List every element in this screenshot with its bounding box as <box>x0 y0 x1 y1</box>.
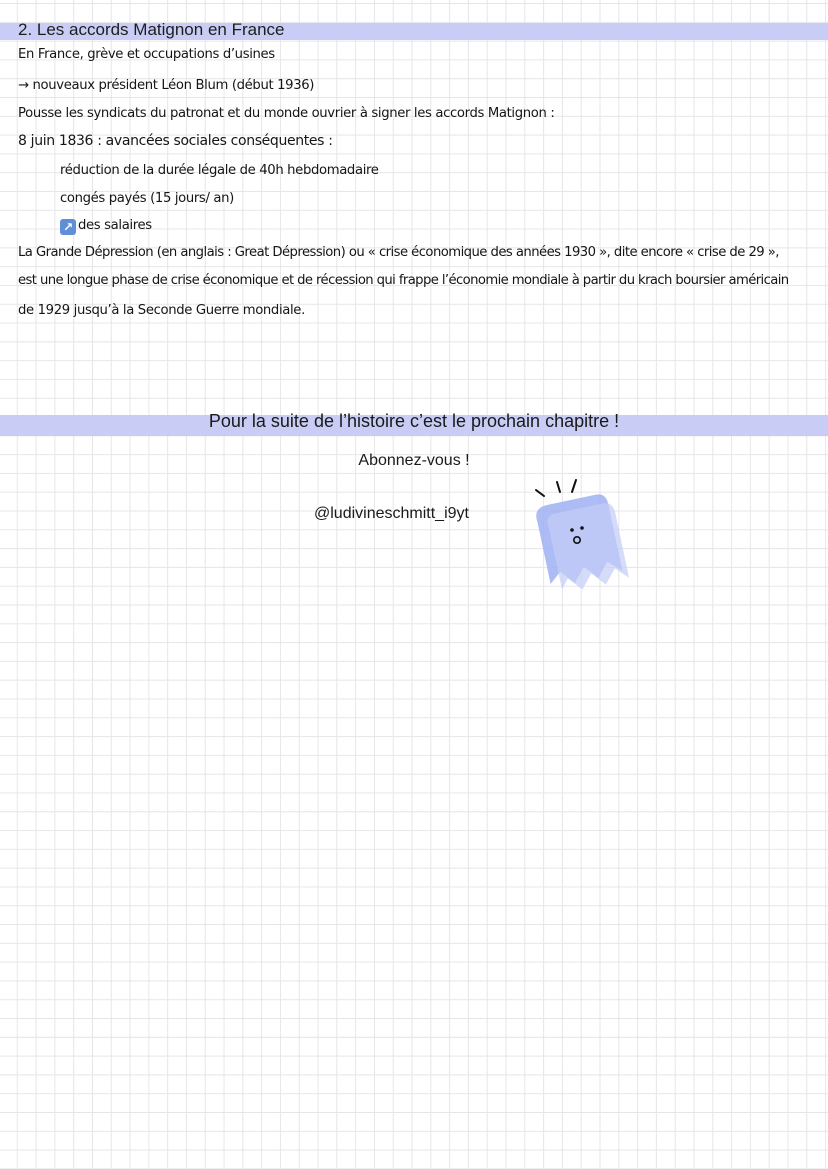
list-item <box>60 218 152 235</box>
author-handle: @ludivineschmitt_i9yt <box>314 505 469 522</box>
list-item: réduction de la durée légale de 40h hebdomadaire <box>60 163 379 178</box>
list-item: congés payés (15 jours/ an) <box>60 191 234 206</box>
text-line: Pousse les syndicats du patronat et du monde ouvrier à signer les accords Matignon : <box>18 106 555 121</box>
subscribe-text: Abonnez-vous ! <box>358 452 470 469</box>
ghost-mascot-icon <box>520 470 630 610</box>
text-line: → nouveaux président Léon Blum (début 1936) <box>18 78 315 93</box>
list-item-label: des salaires <box>78 218 152 233</box>
paragraph-line: de 1929 jusqu’à la Seconde Guerre mondiale. <box>18 303 305 318</box>
arrow-up-right-icon: ↗ <box>60 219 76 235</box>
paragraph-line: La Grande Dépression (en anglais : Great Dépression) ou « crise économique des années 1930 », dite encore « crise de 29 », <box>18 245 779 260</box>
text-line: En France, grève et occupations d’usines <box>18 47 275 62</box>
section-title: 2. Les accords Matignon en France <box>18 20 285 39</box>
paragraph-line: est une longue phase de crise économique et de récession qui frappe l’économie mondiale à partir du krach boursier américain <box>18 273 789 288</box>
next-chapter-banner: Pour la suite de l’histoire c’est le prochain chapitre ! <box>208 411 620 431</box>
text-line: 8 juin 1836 : avancées sociales conséquentes : <box>18 133 333 149</box>
